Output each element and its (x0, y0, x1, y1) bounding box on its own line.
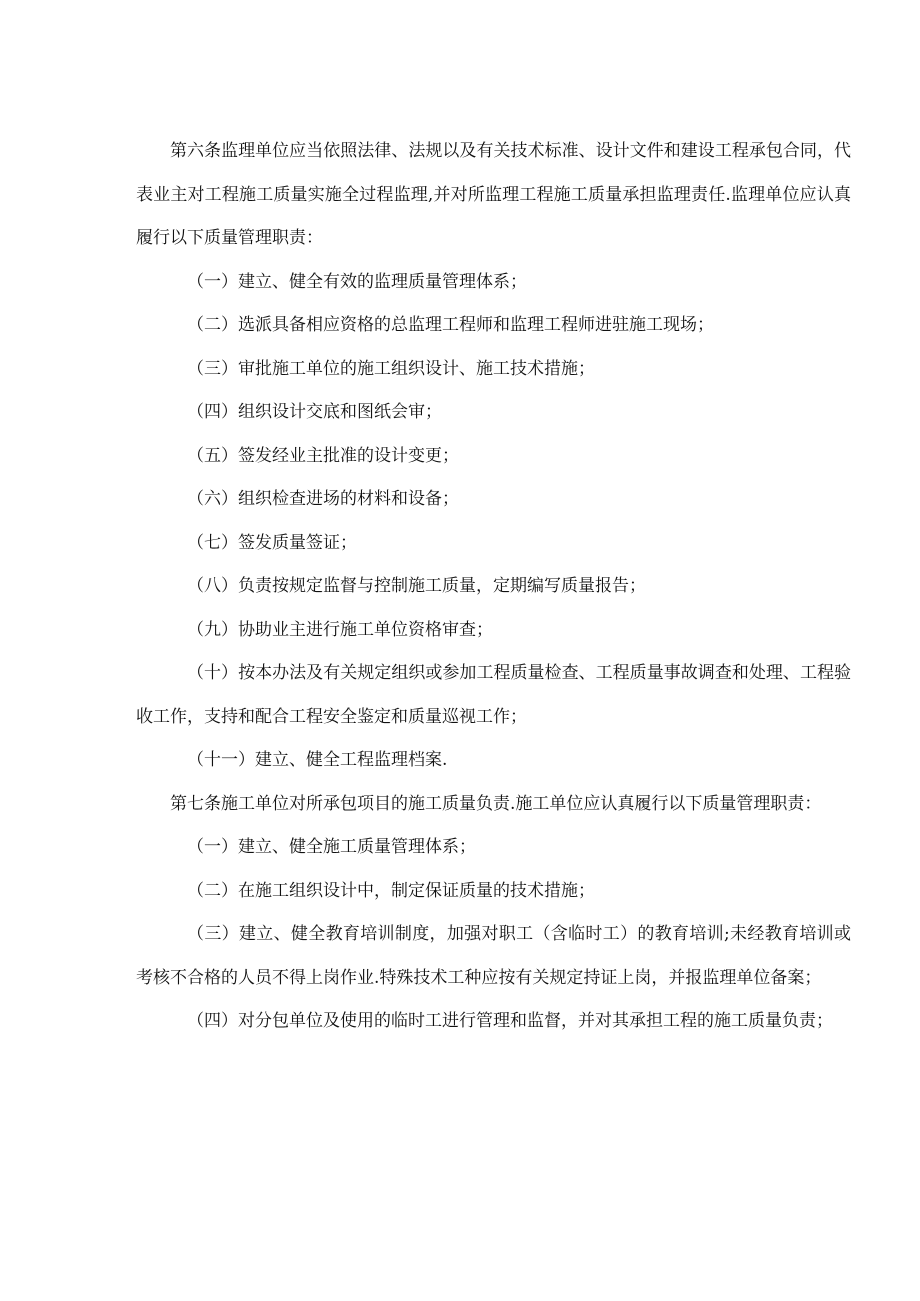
article-7-item-2: （二）在施工组织设计中，制定保证质量的技术措施； (187, 880, 595, 901)
article-7-intro: 第七条施工单位对所承包项目的施工质量负责.施工单位应认真履行以下质量管理职责： (170, 793, 822, 814)
article-6-item-10: （十）按本办法及有关规定组织或参加工程质量检查、工程质量事故调查和处理、工程验收工作，支持和配合工程安全鉴定和质量巡视工作； (136, 663, 851, 727)
article-6-item-2: （二）选派具备相应资格的总监理工程师和监理工程师进驻施工现场； (187, 315, 714, 335)
article-7-item-3: （三）建立、健全教育培训制度，加强对职工（含临时工）的教育培训;未经教育培训或考核不合格的人员不得上岗作业.特殊技术工种应按有关规定持证上岗，并报监理单位备案； (136, 924, 851, 988)
article-6-item-7: （七）签发质量签证； (187, 532, 357, 553)
article-6-item-4: （四）组织设计交底和图纸会审； (187, 402, 442, 422)
article-6-item-11: （十一）建立、健全工程监理档案. (187, 750, 448, 770)
article-7-item-1: （一）建立、健全施工质量管理体系； (187, 837, 476, 857)
article-6-item-8: （八）负责按规定监督与控制施工质量，定期编写质量报告； (187, 576, 646, 596)
article-6-item-9: （九）协助业主进行施工单位资格审查； (187, 619, 493, 640)
article-6-item-3: （三）审批施工单位的施工组织设计、施工技术措施； (187, 358, 595, 379)
article-6-item-6: （六）组织检查进场的材料和设备； (187, 489, 459, 509)
article-6-intro: 第六条监理单位应当依照法律、法规以及有关技术标准、设计文件和建设工程承包合同，代表业主对工程施工质量实施全过程监理,并对所监理工程施工质量承担监理责任.监理单位应认真履行以下质量管理职责： (136, 141, 851, 248)
article-7-item-4: （四）对分包单位及使用的临时工进行管理和监督，并对其承担工程的施工质量负责； (187, 1011, 833, 1031)
article-6-item-1: （一）建立、健全有效的监理质量管理体系； (187, 271, 527, 292)
article-6-item-5: （五）签发经业主批准的设计变更； (187, 445, 459, 466)
document-body (136, 130, 851, 1044)
